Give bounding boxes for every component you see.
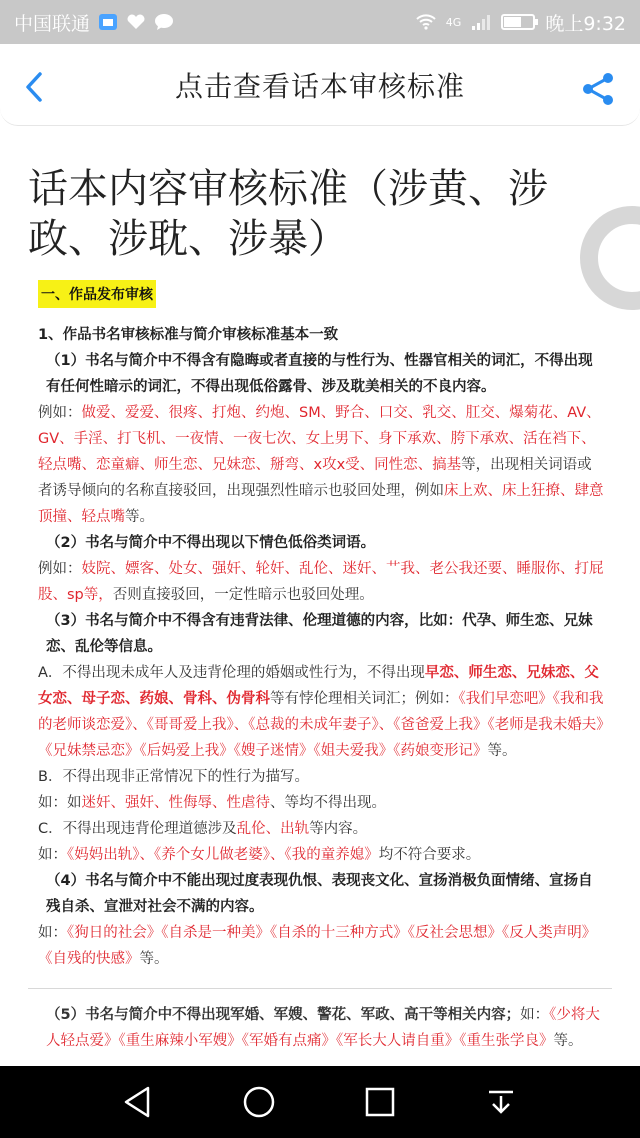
rule-3b: B．不得出现非正常情况下的性行为描写。 — [38, 769, 309, 785]
message-notification-icon — [154, 13, 174, 31]
heart-notification-icon — [126, 13, 146, 31]
rule-heading: 1、作品书名审核标准与简介审核标准基本一致 — [38, 327, 339, 343]
carrier-label: 中国联通 — [14, 12, 91, 35]
status-bar — [0, 0, 640, 44]
home-circle-icon[interactable] — [241, 1084, 277, 1120]
chevron-left-icon[interactable] — [20, 70, 50, 104]
navigation-bar — [0, 44, 640, 126]
network-type-label: 4G — [445, 15, 462, 29]
share-icon[interactable] — [580, 72, 616, 106]
rule-5: （5）书名与简介中不得出现军婚、军嫂、警花、军政、高干等相关内容；如：《少将大人轻点爱》《重生麻辣小军嫂》《军婚有点痛》《军长大人请自重》《重生张学良》等。 — [46, 1007, 600, 1049]
wifi-icon — [416, 13, 436, 31]
divider — [28, 988, 612, 989]
clock-label: 晚上9:32 — [545, 12, 626, 35]
rule-4-examples: 如：《狗日的社会》《自杀是一种美》《自杀的十三种方式》《反社会思想》《反人类声明》《自残的快感》等。 — [38, 925, 597, 967]
rule-2-examples: 例如：妓院、嫖客、处女、强奸、轮奸、乱伦、迷奸、艹我、老公我还要、睡服你、打屁股、sp等，否则直接驳回，一定性暗示也驳回处理。 — [38, 561, 604, 603]
rule-3c-examples: 如：《妈妈出轨》、《养个女儿做老婆》、《我的童养媳》均不符合要求。 — [38, 847, 481, 863]
rule-1-examples: 例如：做爱、爱爱、很疼、打炮、约炮、SM、野合、口交、乳交、肛交、爆菊花、AV、GV、手淫、打飞机、一夜情、一夜七次、女上男下、身下承欢、胯下承欢、活在裆下、轻点嘴、恋童癖、师生恋、兄妹恋、掰弯、x攻x受、同性恋、搞基等，出现相关词语或者诱导倾向的名称直接驳回，出现强烈性暗示也驳回处理，例如床上欢、床上狂撩、肆意顶撞、轻点嘴等。 — [38, 405, 604, 525]
battery-icon — [501, 14, 535, 30]
rule-3a: A．不得出现未成年人及违背伦理的婚姻或性行为，不得出现早恋、师生恋、兄妹恋、父女恋、母子恋、药娘、骨科、伪骨科等有悖伦理相关词汇；例如：《我们早恋吧》《我和我的老师谈恋爱》、《哥哥爱上我》、《总裁的未成年妻子》、《爸爸爱上我》《老师是我未婚夫》《兄妹禁忌恋》《后妈爱上我》《嫂子迷情》《姐夫爱我》《药娘变形记》等。 — [38, 665, 604, 759]
document-title: 话本内容审核标准（涉黄、涉政、涉耽、涉暴） — [28, 166, 548, 262]
rule-3: （3）书名与简介中不得含有违背法律、伦理道德的内容，比如：代孕、师生恋、兄妹恋、乱伦等信息。 — [46, 613, 593, 655]
rule-1: （1）书名与简介中不得含有隐晦或者直接的与性行为、性器官相关的词汇，不得出现有任何性暗示的词汇，不得出现低俗露骨、涉及耽美相关的不良内容。 — [46, 353, 593, 395]
page-title: 点击查看话本审核标准 — [174, 69, 465, 103]
document-body — [38, 322, 604, 972]
rule-3c: C．不得出现违背伦理道德涉及乱伦、出轨等内容。 — [38, 821, 368, 837]
rule-4: （4）书名与简介中不能出现过度表现仇恨、表现丧文化、宣扬消极负面情绪、宣扬自残自杀、宣泄对社会不满的内容。 — [46, 873, 593, 915]
section-heading: 一、作品发布审核 — [38, 280, 156, 308]
document-content[interactable] — [0, 126, 640, 1066]
rule-2: （2）书名与简介中不得出现以下情色低俗类词语。 — [46, 535, 376, 551]
rule-5-block — [38, 1002, 604, 1054]
signal-icon — [471, 13, 491, 31]
recent-apps-icon[interactable] — [362, 1084, 398, 1120]
rule-3b-examples: 如：如迷奸、强奸、性侮辱、性虐待、等均不得出现。 — [38, 795, 386, 811]
app-notification-icon — [98, 13, 118, 31]
notification-pulldown-icon[interactable] — [483, 1084, 519, 1120]
back-triangle-icon[interactable] — [120, 1084, 156, 1120]
system-navigation-bar — [0, 1066, 640, 1138]
